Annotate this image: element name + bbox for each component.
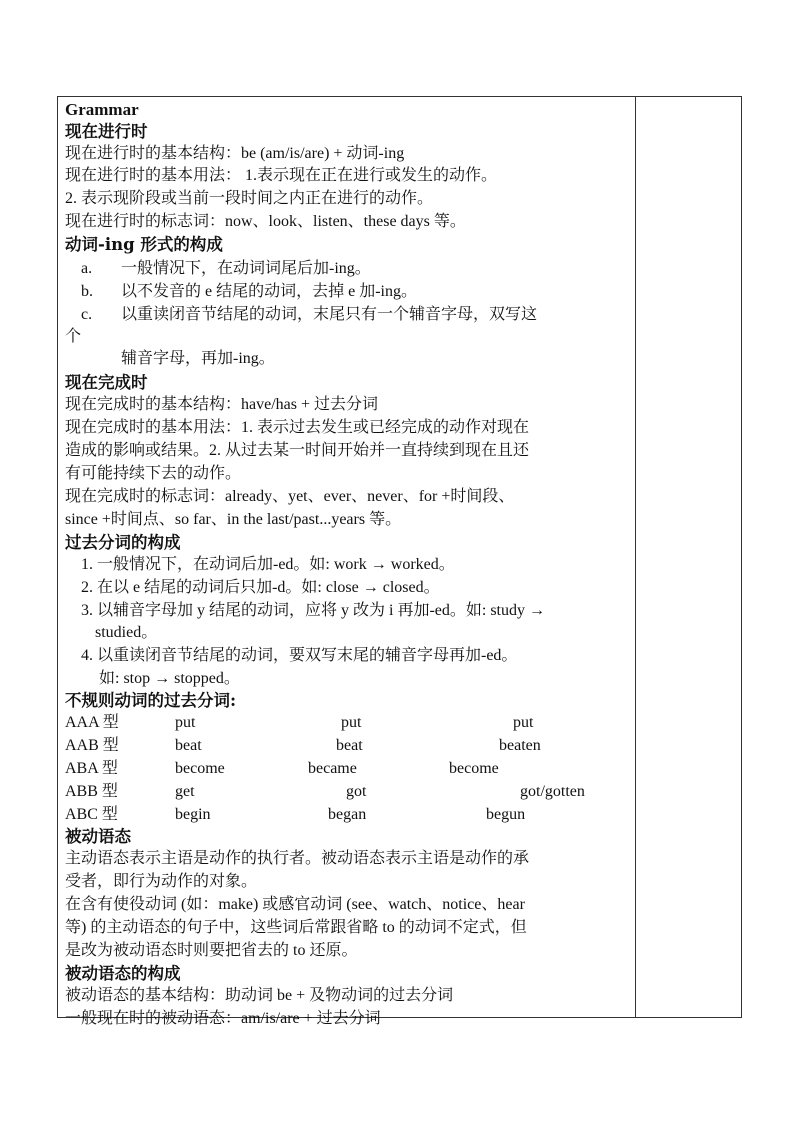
text-line: 如: stop → stopped。 bbox=[99, 670, 240, 687]
text-line: 现在进行时的基本结构：be (am/is/are) + 动词-ing bbox=[65, 145, 405, 162]
verb-type: ABB 型 bbox=[65, 783, 118, 800]
text-line: 造成的影响或结果。2. 从过去某一时间开始并一直持续到现在且还 bbox=[65, 442, 530, 459]
grammar-title: Grammar bbox=[65, 100, 139, 119]
verb-row bbox=[65, 758, 625, 780]
verb-type: AAA 型 bbox=[65, 714, 119, 731]
list-item: 以重读闭音节结尾的动词，末尾只有一个辅音字母，双写这 bbox=[121, 306, 538, 323]
text-line: 2. 在以 e 结尾的动词后只加-d。如: close → closed。 bbox=[81, 579, 440, 596]
text-line: 现在完成时的基本结构：have/has + 过去分词 bbox=[65, 396, 379, 413]
list-item: 以不发音的 e 结尾的动词，去掉 e 加-ing。 bbox=[121, 283, 417, 300]
passive-voice-heading: 被动语态 bbox=[65, 827, 131, 846]
present-perfect-heading: 现在完成时 bbox=[65, 373, 148, 392]
text-line: 辅音字母，再加-ing。 bbox=[121, 350, 275, 367]
verb-base: beat bbox=[175, 737, 202, 754]
text-line: 现在完成时的基本用法：1. 表示过去发生或已经完成的动作对现在 bbox=[65, 419, 530, 436]
text-line: 等) 的主动语态的句子中，这些词后常跟省略 to 的动词不定式，但 bbox=[65, 919, 527, 936]
passive-construction-heading: 被动语态的构成 bbox=[65, 964, 181, 983]
text-line: 3. 以辅音字母加 y 结尾的动词，应将 y 改为 i 再加-ed。如: study → bbox=[81, 602, 545, 619]
text-line: 有可能持续下去的动作。 bbox=[65, 465, 242, 482]
past-participle-heading: 过去分词的构成 bbox=[65, 533, 181, 552]
verb-participle: got/gotten bbox=[520, 783, 585, 800]
verb-participle: begun bbox=[486, 806, 526, 823]
verb-row bbox=[65, 804, 625, 826]
text-line: 现在完成时的标志词：already、yet、ever、never、for +时间段、 bbox=[65, 488, 515, 505]
verb-row bbox=[65, 712, 625, 734]
list-marker: b. bbox=[81, 283, 93, 300]
list-marker: c. bbox=[81, 306, 93, 323]
irregular-verbs-heading: 不规则动词的过去分词: bbox=[65, 691, 237, 710]
verb-past: began bbox=[328, 806, 367, 823]
text-line: studied。 bbox=[95, 624, 158, 641]
verb-row bbox=[65, 735, 625, 757]
document-table bbox=[57, 96, 742, 1027]
verb-type: ABA 型 bbox=[65, 760, 118, 777]
text-line: 是改为被动语态时则要把省去的 to 还原。 bbox=[65, 942, 358, 959]
verb-type: AAB 型 bbox=[65, 737, 119, 754]
verb-past: beat bbox=[336, 737, 363, 754]
verb-past: got bbox=[346, 783, 367, 800]
list-item: 一般情况下，在动词词尾后加-ing。 bbox=[121, 260, 371, 277]
text-line: 一般现在时的被动语态：am/is/are + 过去分词 bbox=[65, 1010, 381, 1027]
present-continuous-heading: 现在进行时 bbox=[65, 122, 148, 141]
text-line: 在含有使役动词 (如：make) 或感官动词 (see、watch、notice、hear bbox=[65, 896, 525, 913]
text-line: 主动语态表示主语是动作的执行者。被动语态表示主语是动作的承 bbox=[65, 850, 530, 867]
text-line: 4. 以重读闭音节结尾的动词，要双写末尾的辅音字母再加-ed。 bbox=[81, 647, 518, 664]
text-line: 1. 一般情况下，在动词后加-ed。如: work → worked。 bbox=[81, 556, 455, 573]
verb-participle: become bbox=[449, 760, 499, 777]
verb-type: ABC 型 bbox=[65, 806, 118, 823]
text-line: 现在进行时的标志词：now、look、listen、these days 等。 bbox=[65, 213, 466, 230]
list-marker: a. bbox=[81, 260, 93, 277]
verb-past: put bbox=[341, 714, 362, 731]
text-line: 被动语态的基本结构：助动词 be + 及物动词的过去分词 bbox=[65, 987, 454, 1004]
verb-row bbox=[65, 781, 625, 803]
verb-base: become bbox=[175, 760, 225, 777]
verb-base: begin bbox=[175, 806, 211, 823]
verb-participle: put bbox=[513, 714, 534, 731]
text-line: 现在进行时的基本用法： 1.表示现在正在进行或发生的动作。 bbox=[65, 167, 498, 184]
text-line: 受者，即行为动作的对象。 bbox=[65, 873, 258, 890]
text-line: since +时间点、so far、in the last/past...years 等。 bbox=[65, 511, 402, 528]
verb-base: get bbox=[175, 783, 195, 800]
text-line: 个 bbox=[65, 328, 82, 345]
text-line: 2. 表示现阶段或当前一段时间之内正在进行的动作。 bbox=[65, 190, 434, 207]
verb-base: put bbox=[175, 714, 196, 731]
verb-participle: beaten bbox=[499, 737, 541, 754]
verb-past: became bbox=[308, 760, 357, 777]
ing-form-heading: 动词-ing 形式的构成 bbox=[65, 235, 223, 254]
notes-cell bbox=[636, 97, 741, 1017]
